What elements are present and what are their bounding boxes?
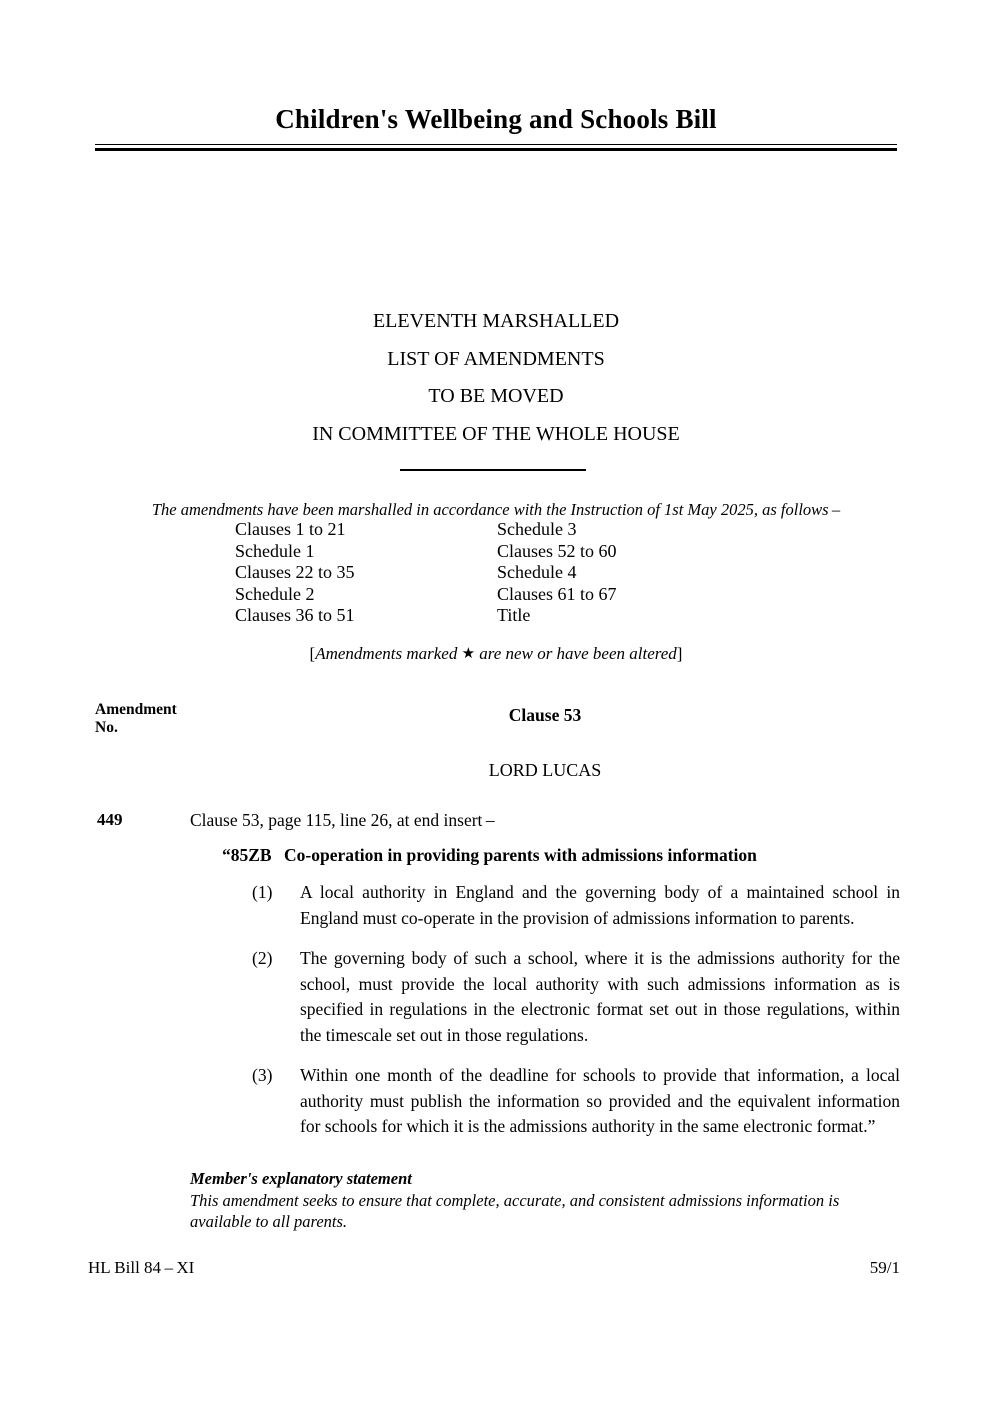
clause-list-left: Clauses 22 to 35 bbox=[235, 562, 355, 583]
inserted-section-heading bbox=[222, 845, 900, 866]
amendment-number: 449 bbox=[97, 810, 123, 829]
page-title: Children's Wellbeing and Schools Bill bbox=[275, 104, 717, 134]
subsection bbox=[252, 880, 900, 931]
subsection-marker: (3) bbox=[252, 1065, 273, 1085]
title-rule-thick bbox=[95, 148, 897, 151]
note-open-bracket: [ bbox=[309, 644, 316, 663]
clause-section-header: Clause 53 bbox=[508, 705, 582, 725]
note-close-bracket: ] bbox=[676, 644, 683, 663]
new-amendments-note bbox=[95, 644, 897, 664]
title-rule-thin bbox=[95, 144, 897, 145]
clause-list-left: Schedule 2 bbox=[235, 583, 315, 604]
subsection-marker: (1) bbox=[252, 882, 273, 902]
explanatory-statement-title: Member's explanatory statement bbox=[190, 1169, 412, 1188]
marshalling-instruction: The amendments have been marshalled in accordance with the Instruction of 1st May 2025, as follows – bbox=[151, 500, 841, 519]
inserted-section-title: Co-operation in providing parents with admissions information bbox=[284, 845, 757, 865]
clause-list-left: Clauses 36 to 51 bbox=[235, 605, 355, 626]
clause-list-right: Schedule 4 bbox=[497, 562, 577, 583]
amendment-no-line-1: Amendment bbox=[95, 701, 177, 718]
explanatory-statement bbox=[190, 1168, 900, 1233]
page-footer bbox=[88, 1258, 900, 1278]
subsection-text: The governing body of such a school, where it is the admissions authority for the school, must provide the local authority with such admissions information as is specified in regulations in the electronic format set out in those regulations, within the timescale set out in those regulations. bbox=[300, 948, 900, 1045]
section-divider-rule bbox=[400, 469, 586, 471]
marshalled-list-heading bbox=[95, 303, 897, 453]
amendment-no-line-2: No. bbox=[95, 719, 118, 736]
subsection bbox=[252, 1063, 900, 1140]
subsection-marker: (2) bbox=[252, 948, 273, 968]
heading-line-2: LIST OF AMENDMENTS bbox=[387, 347, 605, 370]
heading-line-3: TO BE MOVED bbox=[428, 385, 564, 407]
clause-list-row bbox=[235, 519, 795, 541]
heading-line-1: ELEVENTH MARSHALLED bbox=[372, 310, 620, 332]
clause-list-row bbox=[235, 562, 795, 584]
subsection-text: Within one month of the deadline for schools to provide that information, a local authority must publish the information so provided and the equivalent information for schools for which it is the admissions authority in the same electronic format.” bbox=[300, 1065, 900, 1136]
clause-order-list bbox=[235, 519, 795, 627]
note-text-after: are new or have been altered bbox=[475, 644, 677, 663]
clause-list-row bbox=[235, 584, 795, 606]
subsection bbox=[252, 946, 900, 1048]
clause-list-row bbox=[235, 541, 795, 563]
inserted-section-number: “85ZB bbox=[222, 845, 272, 865]
amendment-lead-in: Clause 53, page 115, line 26, at end insert – bbox=[190, 810, 495, 830]
footer-bill-reference: HL Bill 84 – XI bbox=[88, 1258, 195, 1277]
footer-page-number: 59/1 bbox=[869, 1258, 900, 1277]
clause-list-right: Clauses 61 to 67 bbox=[497, 583, 617, 604]
explanatory-statement-body: This amendment seeks to ensure that complete, accurate, and consistent admissions information is available to all parents. bbox=[190, 1190, 840, 1231]
subsection-text: A local authority in England and the governing body of a maintained school in England must co-operate in the provision of admissions information to parents. bbox=[300, 882, 900, 928]
heading-line-4: IN COMMITTEE OF THE WHOLE HOUSE bbox=[312, 422, 680, 445]
amendment-sponsor: LORD LUCAS bbox=[488, 760, 602, 780]
clause-list-left: Clauses 1 to 21 bbox=[235, 519, 346, 539]
clause-list-left: Schedule 1 bbox=[235, 540, 315, 561]
clause-list-right: Schedule 3 bbox=[497, 519, 577, 539]
clause-list-right: Clauses 52 to 60 bbox=[497, 540, 617, 561]
clause-list-row bbox=[235, 605, 795, 627]
clause-list-right: Title bbox=[497, 605, 531, 626]
note-text-before: Amendments marked bbox=[315, 644, 462, 663]
star-icon: ★ bbox=[461, 646, 476, 662]
inserted-subsections bbox=[252, 880, 900, 1140]
